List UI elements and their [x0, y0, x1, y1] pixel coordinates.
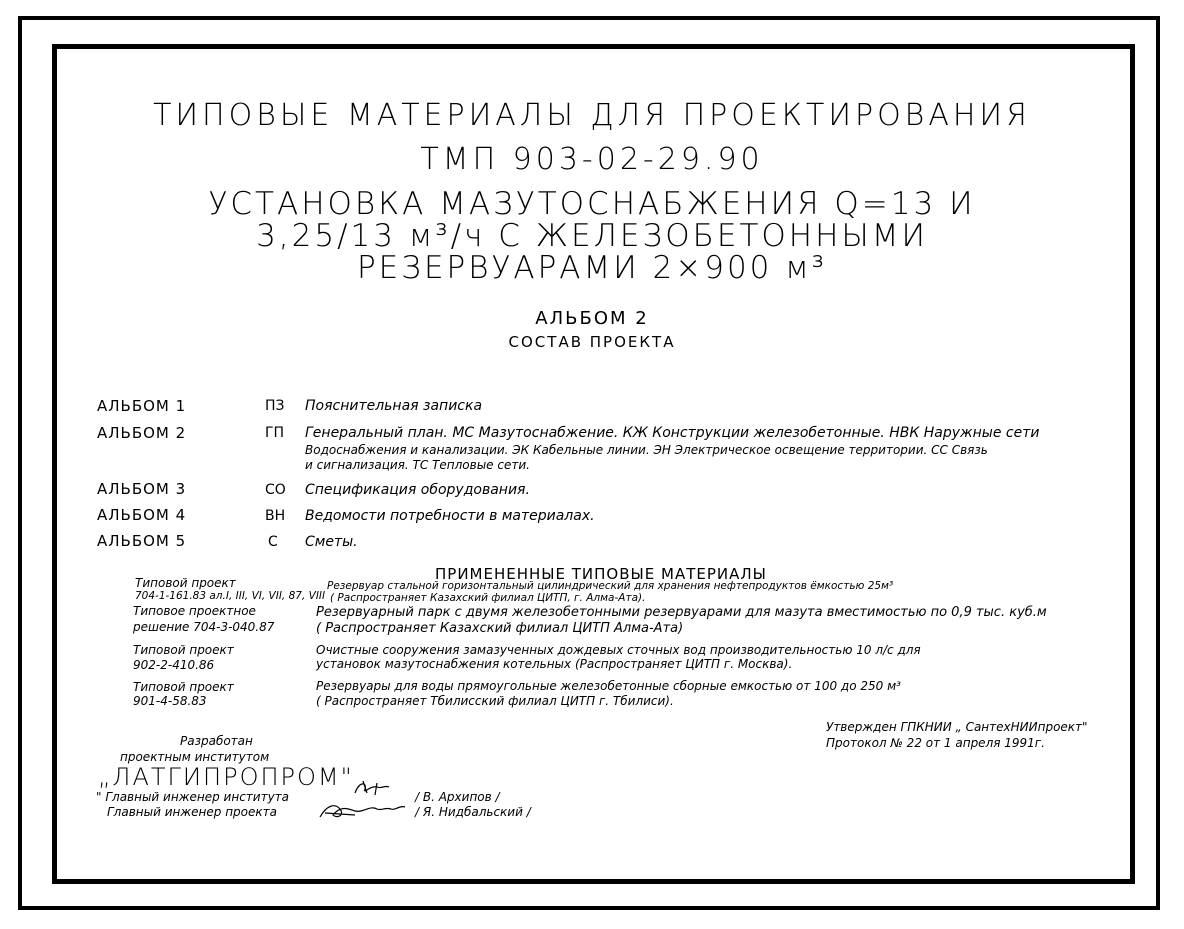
title-line-4: 3,25/13 м³/ч С ЖЕЛЕЗОБЕТОННЫМИ [256, 218, 928, 254]
applied-description: ( Распространяет Казахский филиал ЦИТП Алма-Ата) [316, 621, 684, 636]
organization-name: „ЛАТГИПРОПРОМ" [98, 763, 354, 791]
album-description: Пояснительная записка [305, 398, 483, 414]
applied-description: Резервуар стальной горизонтальный цилиндрический для хранения нефтепродуктов ёмкостью 25м³ [327, 580, 894, 592]
applied-description: ( Распространяет Тбилисский филиал ЦИТП г. Тбилиси). [316, 694, 674, 708]
applied-description: установок мазутоснабжения котельных (Распространяет ЦИТП г. Москва). [316, 657, 793, 671]
album-description: и сигнализация. ТС Тепловые сети. [305, 458, 530, 472]
developed-by-label: Разработан [180, 734, 253, 748]
applied-ref: Типовой проект [133, 643, 234, 657]
applied-ref: Типовое проектное [133, 604, 256, 618]
approval-protocol: Протокол № 22 от 1 апреля 1991г. [826, 736, 1045, 750]
album-name: АЛЬБОМ 2 [97, 424, 187, 442]
applied-description: ( Распространяет Казахский филиал ЦИТП, г. Алма-Ата). [330, 592, 646, 604]
title-line-1: ТИПОВЫЕ МАТЕРИАЛЫ ДЛЯ ПРОЕКТИРОВАНИЯ [153, 98, 1031, 133]
applied-ref-number: 901-4-58.83 [133, 694, 207, 708]
applied-ref: Типовой проект [135, 576, 236, 590]
applied-description: Резервуары для воды прямоугольные железобетонные сборные емкостью от 100 до 250 м³ [316, 679, 901, 693]
developed-by-institute: проектным институтом [120, 750, 270, 764]
applied-ref-number: 704-1-161.83 ал.I, III, VI, VII, 87, VIII [135, 590, 326, 602]
applied-ref-number: решение 704-3-040.87 [133, 620, 275, 634]
album-description: Ведомости потребности в материалах. [305, 508, 595, 524]
approval-line: Утвержден ГПКНИИ „ СантехНИИпроект" [826, 720, 1088, 734]
applied-description: Резервуарный парк с двумя железобетонными резервуарами для мазута вместимостью по 0,9 тыс. куб.м [316, 605, 1047, 620]
applied-materials-heading: ПРИМЕНЕННЫЕ ТИПОВЫЕ МАТЕРИАЛЫ [435, 565, 767, 583]
album-name: АЛЬБОМ 1 [97, 397, 187, 415]
album-code: ПЗ [265, 398, 285, 414]
album-description: Спецификация оборудования. [305, 482, 530, 498]
contents-heading: СОСТАВ ПРОЕКТА [508, 333, 676, 351]
album-code: ГП [265, 425, 285, 441]
album-code: ВН [265, 508, 286, 524]
role-chief-engineer-project: Главный инженер проекта [107, 805, 277, 819]
album-code: СО [265, 482, 286, 498]
title-line-3: УСТАНОВКА МАЗУТОСНАБЖЕНИЯ Q=13 И [208, 186, 976, 222]
album-name: АЛЬБОМ 5 [97, 532, 187, 550]
album-description: Сметы. [305, 534, 358, 550]
album-code: С [268, 534, 278, 550]
applied-description: Очистные сооружения замазученных дождевых сточных вод производительностью 10 л/с для [316, 643, 921, 657]
role-chief-engineer-institute: " Главный инженер института [96, 790, 290, 804]
album-description: Генеральный план. МС Мазутоснабжение. КЖ Конструкции железобетонные. НВК Наружные сети [305, 425, 1040, 441]
applied-ref: Типовой проект [133, 680, 234, 694]
name-chief-engineer-institute: / В. Архипов / [415, 790, 500, 804]
applied-ref-number: 902-2-410.86 [133, 658, 215, 672]
album-name: АЛЬБОМ 4 [97, 506, 187, 524]
title-line-5: РЕЗЕРВУАРАМИ 2×900 м³ [356, 250, 828, 286]
album-description: Водоснабжения и канализации. ЭК Кабельные линии. ЭН Электрическое освещение территории. СС Связь [305, 443, 988, 457]
album-name: АЛЬБОМ 3 [97, 480, 187, 498]
album-number: АЛЬБОМ 2 [535, 308, 649, 329]
signature-image [315, 775, 415, 825]
name-chief-engineer-project: / Я. Нидбальский / [415, 805, 531, 819]
title-code: ТМП 903-02-29.90 [420, 142, 764, 177]
